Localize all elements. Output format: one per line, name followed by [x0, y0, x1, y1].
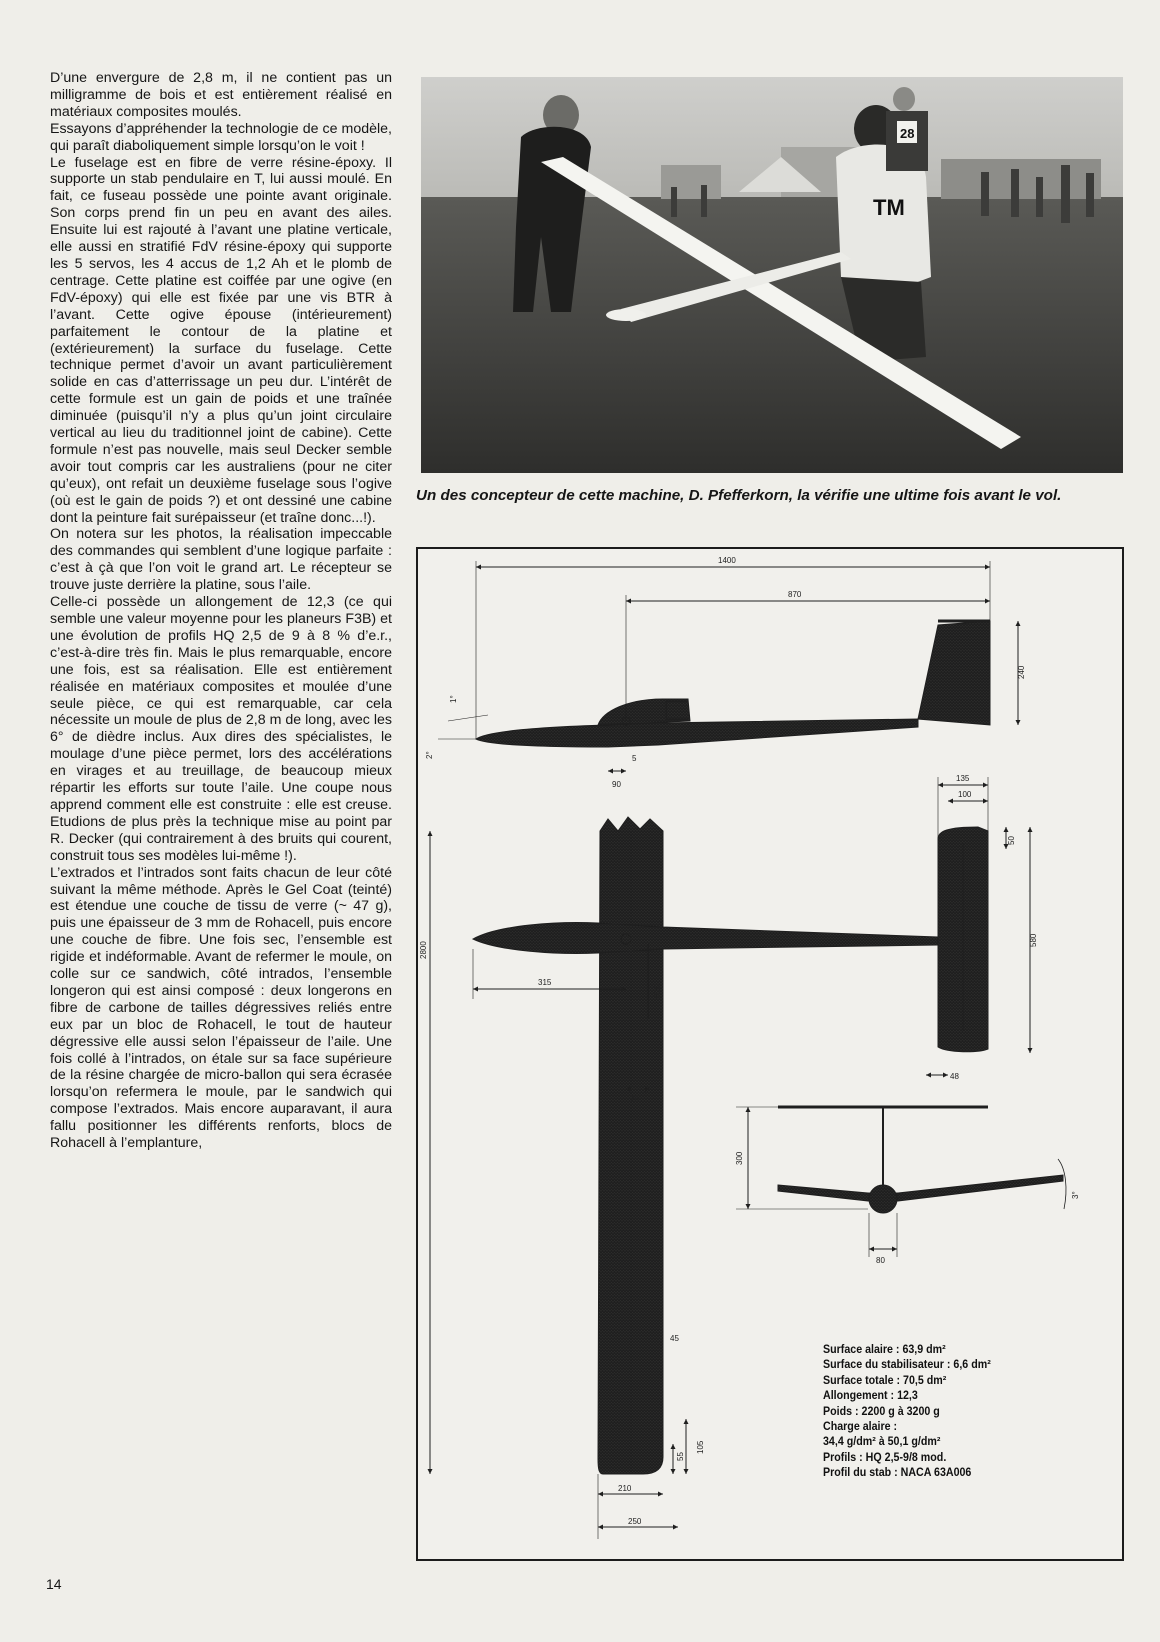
photo-glider-check: [421, 77, 1123, 473]
spec-line: Poids : 2200 g à 3200 g: [823, 1404, 940, 1418]
dim-50: 50: [1007, 836, 1016, 845]
paragraph: On notera sur les photos, la réalisation impeccable des commandes qui semblent d’une logique parfaite : c’est à çà que l’on voit le grand art. Le récepteur se trouve juste derrière la platine, sous l’aile.: [50, 526, 392, 594]
angle-1: 1°: [449, 695, 458, 703]
spec-line: Charge alaire :: [823, 1420, 898, 1434]
dim-580: 580: [1029, 933, 1038, 947]
spec-line: Allongement : 12,3: [823, 1389, 918, 1403]
dim-90: 90: [612, 780, 621, 789]
dim-80: 80: [876, 1256, 885, 1265]
paragraph: Essayons d’appréhender la technologie de ce modèle, qui paraît diaboliquement simple lorsqu’on le voit !: [50, 120, 392, 154]
dim-100: 100: [958, 790, 972, 799]
page-number: 14: [46, 1576, 62, 1592]
spec-line: Surface totale : 70,5 dm²: [823, 1373, 947, 1387]
dim-870: 870: [788, 590, 802, 599]
dim-48: 48: [950, 1072, 959, 1081]
dim-240: 240: [1017, 665, 1026, 679]
dim-135: 135: [956, 774, 970, 783]
dim-45: 45: [670, 1334, 679, 1343]
dim-300-root: 300: [652, 985, 661, 999]
dim-315: 315: [538, 978, 552, 987]
front-view: [735, 1107, 1080, 1265]
dim-300: 300: [735, 1151, 744, 1165]
spec-list: [823, 1342, 1071, 1481]
spec-line: Surface alaire : 63,9 dm²: [823, 1343, 946, 1356]
spec-line: 34,4 g/dm² à 50,1 g/dm²: [823, 1435, 941, 1449]
photo-caption: Un des concepteur de cette machine, D. Pfefferkorn, la vérifie une ultime fois avant le vol.: [416, 487, 1062, 504]
dim-26: 26: [630, 1095, 639, 1104]
paragraph: D’une envergure de 2,8 m, il ne contient pas un milligramme de bois et est entièrement réalisé en matériaux composites moulés.: [50, 70, 392, 120]
paragraph: Celle-ci possède un allongement de 12,3 (ce qui semble une valeur moyenne pour les planeurs F3B) et une évolution de profils HQ 2,5 de 9 à 8 % d’e.r., c’est-à-dire très fin. Mais le plus remarquable, encore une fois, est sa réalisation. Elle est entièrement réalisée en matériaux composites et moulée d’une seule pièce, ce qui est remarquable, car cela nécessite un moule de plus de 2,8 m de long, avec les 6° de dièdre inclus. Aux dires des spécialistes, le moulage d’une pièce permet, lors des accélérations en virages et au treuillage, de beaucoup mieux répartir les efforts sur toute l’aile. Une coupe nous apprend comment elle est construite : elle est creuse. Etudions de plus près la technique mise au point par R. Decker (qui contrairement à des bruits qui courent, construit tous ses modèles lui-même !).: [50, 594, 392, 864]
spec-line: Profils : HQ 2,5-9/8 mod.: [823, 1450, 947, 1464]
dim-210: 210: [618, 1484, 632, 1493]
dim-55: 55: [676, 1452, 685, 1461]
angle-2: 2°: [425, 751, 434, 759]
side-view: [425, 556, 1026, 789]
spec-line: Profil du stab : NACA 63A006: [823, 1466, 972, 1480]
paragraph: L’extrados et l’intrados sont faits chacun de leur côté suivant la même méthode. Après le Gel Coat (teinté) est étendue une couche de tissu de verre (~ 47 g), puis une épaisseur de 3 mm de Rohacell, puis encore une couche de fibre. Une fois sec, l’ensemble est rigide et indéformable. Avant de refermer le moule, on colle sur ce sandwich, côté intrados, l’ensemble longeron qui est ainsi composé : deux longerons en fibre de carbone de tailles dégressives reliés entre eux par un bloc de Rohacell, le tout de hauteur dégressive elle aussi selon l’épaisseur de l’aile. Une fois collé à l’intrados, on étale sur sa face supérieure de la résine chargée de micro-ballon qui sera écrasée lorsqu’on refermera le moule, par le sandwich qui compose l’extrados. Mais encore auparavant, il aura fallu positionner les différents renforts, blocs de Rohacell à l’emplanture,: [50, 864, 392, 1152]
dim-5: 5: [632, 754, 637, 763]
angle-3: 3°: [1071, 1191, 1080, 1199]
paragraph: Le fuselage est en fibre de verre résine-époxy. Il supporte un stab pendulaire en T, lui aussi moulé. En fait, ce fuseau possède une pointe avant originale. Son corps prend fin un peu en avant des ailes. Ensuite lui est rajouté à l’avant une platine verticale, elle aussi en stratifié FdV résine-époxy qui supporte les 5 servos, les 4 accus de 1,2 Ah et le plomb de centrage. Cette platine est coiffée par une ogive (en FdV-époxy) qui elle est fixée par une vis BTR à l’avant. Cette ogive épouse (intérieurement) parfaitement le contour de la platine et (extérieurement) la surface du fuselage. Cette technique permet d’avoir un avant particulièrement solide en cas d’atterrissage un peu dur. L’intérêt de cette formule est un gain de poids et une traînée diminuée (puisqu’il n’y a plus qu’un joint circulaire vertical au lieu du traditionnel joint de cabine). Cette formule n’est pas nouvelle, mais seul Decker semble avoir tout compris car les australiens (pour ne citer qu’eux), ont refait un deuxième fuselage sous l’ogive (où est le gain de poids ?) et ont dessiné une cabine dont la peinture fait surépaisseur (et traîne donc...!).: [50, 154, 392, 526]
dim-2800: 2800: [419, 941, 428, 959]
dim-1400: 1400: [718, 556, 736, 565]
spec-line: Surface du stabilisateur : 6,6 dm²: [823, 1358, 991, 1372]
jersey-letters: TM: [873, 195, 905, 220]
dim-250: 250: [628, 1517, 642, 1526]
bib-number: 28: [900, 126, 915, 141]
dim-105: 105: [696, 1440, 705, 1454]
article-body: [50, 70, 392, 1152]
